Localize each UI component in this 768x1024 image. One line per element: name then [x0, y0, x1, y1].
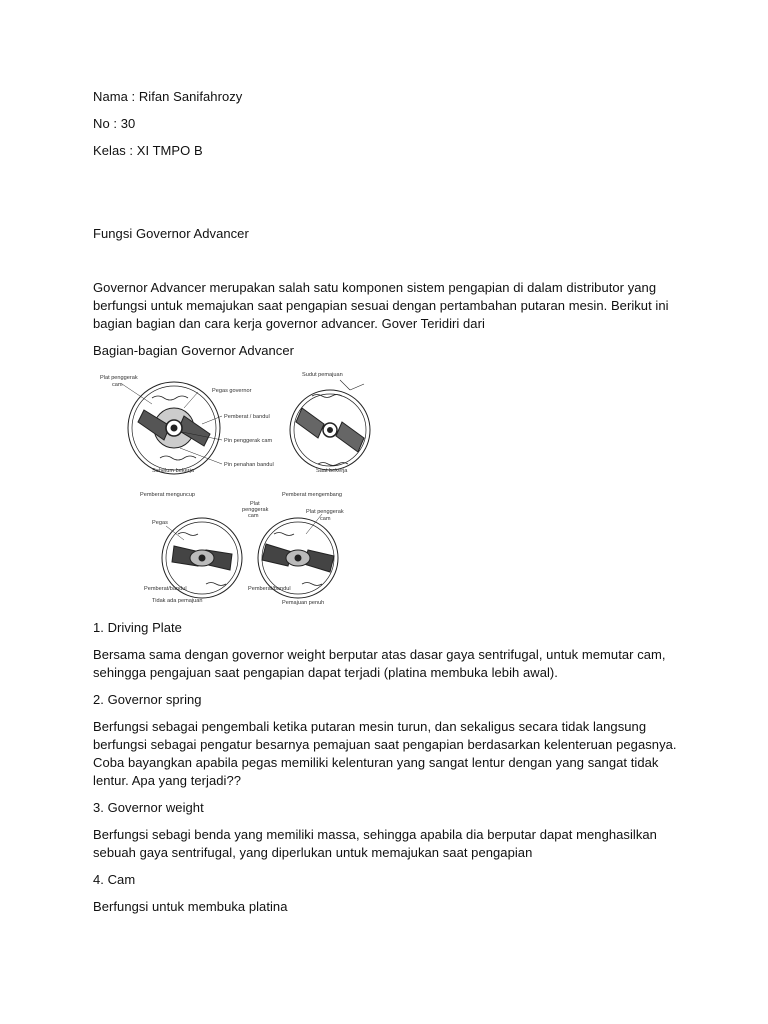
section-text: sehingga pengajuan saat pengapian dapat terjadi (platina membuka lebih awal). [93, 665, 558, 680]
figure-label: Saat bekerja [316, 468, 348, 474]
parts-heading: Bagian-bagian Governor Advancer [93, 343, 295, 358]
section-heading: 3. Governor weight [93, 800, 204, 815]
figure-label: Pemberat mengembang [282, 492, 343, 498]
intro-line: bagian bagian dan cara kerja governor advancer. Gover Teridiri dari [93, 316, 485, 331]
intro-line: berfungsi untuk memajukan saat pengapian sesuai dengan pertambahan putaran mesin. Berikut ini [93, 298, 669, 313]
figure-label: Sebelum bekerja [152, 468, 194, 474]
diagram-during-operation [290, 380, 370, 470]
figure-label: Tidak ada pemajuan [152, 598, 203, 604]
student-class: Kelas : XI TMPO B [93, 143, 203, 158]
figure-label: Plat [250, 501, 260, 507]
section-heading: 1. Driving Plate [93, 620, 182, 635]
figure-label: Pin penggerak cam [224, 438, 273, 444]
governor-advancer-diagram [92, 366, 372, 608]
section-text: Berfungsi untuk membuka platina [93, 899, 288, 914]
section-heading: 4. Cam [93, 872, 136, 887]
student-name: Nama : Rifan Sanifahrozy [93, 89, 243, 104]
figure-label: Pemberat/bandul [248, 586, 291, 592]
section-text: berfungsi sebagai pengatur besarnya pemajuan saat pengapian berdasarkan kelenteruan pegasnya. [93, 737, 677, 752]
figure-label: cam [248, 513, 259, 519]
section-text: sebuah gaya sentrifugal, yang diperlukan untuk memajukan saat pengapian [93, 845, 533, 860]
figure-label: penggerak [242, 507, 269, 513]
intro-line: Governor Advancer merupakan salah satu komponen sistem pengapian di dalam distributor yang [93, 280, 657, 295]
section-text: Bersama sama dengan governor weight berputar atas dasar gaya sentrifugal, untuk memutar cam, [93, 647, 666, 662]
section-text: lentur. Apa yang terjadi?? [93, 773, 242, 788]
figure-label: cam [320, 516, 331, 522]
section-heading: 2. Governor spring [93, 692, 202, 707]
figure-label: Pemberat/bandul [144, 586, 187, 592]
figure-label: Pemberat / bandul [224, 414, 270, 420]
student-number: No : 30 [93, 116, 136, 131]
figure-label: Plat penggerak [306, 509, 344, 515]
figure-label: Pegas governor [212, 388, 252, 394]
figure-label: Pin penahan bandul [224, 462, 274, 468]
section-text: Berfungsi sebagai pengembali ketika putaran mesin turun, dan sekaligus secara tidak langsung [93, 719, 647, 734]
figure-label: Pemajuan penuh [282, 600, 325, 606]
figure-label: cam [112, 382, 123, 388]
figure-label: Sudut pemajuan [302, 372, 343, 378]
figure-label: Pegas [152, 520, 168, 526]
section-text: Berfungsi sebagi benda yang memiliki massa, sehingga apabila dia berputar dapat menghasilkan [93, 827, 657, 842]
figure-label: Pemberat menguncup [140, 492, 196, 498]
diagram-before-operation [122, 382, 222, 474]
figure-label: Plat penggerak [100, 375, 138, 381]
document-title: Fungsi Governor Advancer [93, 226, 249, 241]
section-text: Coba bayangkan apabila pegas memiliki kelenturan yang sangat lentur dengan yang sangat tidak [93, 755, 659, 770]
